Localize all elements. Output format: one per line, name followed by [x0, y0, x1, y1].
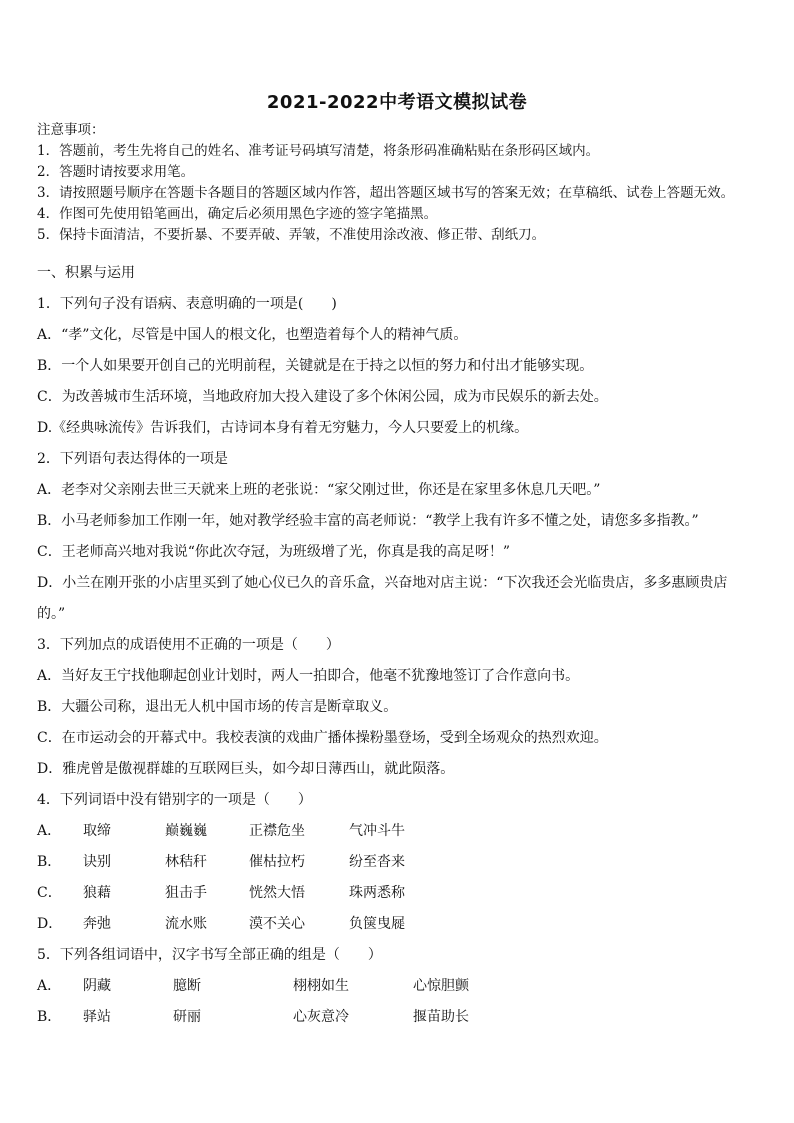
- q2-option-d: D．小兰在刚开张的小店里买到了她心仪已久的音乐盒，兴奋地对店主说：“下次我还会光临贵店，多多惠顾贵店: [37, 575, 728, 591]
- option-word: 奔弛: [83, 916, 111, 932]
- notice-item: 5．保持卡面清洁，不要折暴、不要弄破、弄皱，不准使用涂改液、修正带、刮纸刀。: [37, 227, 546, 243]
- q1-option-a: A．“孝”文化，尽管是中国人的根文化，也塑造着每个人的精神气质。: [37, 327, 468, 343]
- option-letter: A．: [37, 978, 62, 994]
- option-word: 诀别: [83, 854, 111, 870]
- q4-option-d: [37, 914, 777, 945]
- option-letter: D．: [37, 916, 63, 932]
- option-word: 狼藉: [83, 885, 111, 901]
- q5-option-b: [37, 1007, 777, 1038]
- option-word: 揠苗助长: [413, 1009, 469, 1025]
- question-content: [37, 263, 777, 1038]
- q4-stem: 4．下列词语中没有错别字的一项是（ ）: [37, 792, 312, 808]
- q5-stem: 5．下列各组词语中，汉字书写全部正确的组是（ ）: [37, 947, 382, 963]
- q5-option-a: [37, 976, 777, 1007]
- option-word: 气冲斗牛: [349, 823, 405, 839]
- q4-option-c: [37, 883, 777, 914]
- option-word: 催枯拉朽: [249, 854, 305, 870]
- q3-option-b: B．大疆公司称，退出无人机中国市场的传言是断章取义。: [37, 699, 398, 715]
- option-word: 心惊胆颤: [413, 978, 469, 994]
- option-word: 驿站: [83, 1009, 111, 1025]
- option-word: 巅巍巍: [165, 823, 207, 839]
- q2-option-b: B．小马老师参加工作刚一年，她对教学经验丰富的高老师说：“教学上我有许多不懂之处，请您多多指教。”: [37, 513, 699, 529]
- q3-option-c: C．在市运动会的开幕式中。我校表演的戏曲广播体操粉墨登场，受到全场观众的热烈欢迎。: [37, 730, 608, 746]
- option-word: 珠两悉称: [349, 885, 405, 901]
- page-title: 2021-2022中考语文模拟试卷: [266, 92, 528, 113]
- q2-option-d-cont: 的。”: [37, 606, 66, 622]
- option-word: 臆断: [173, 978, 201, 994]
- notice-item: 1．答题前，考生先将自己的姓名、准考证号码填写清楚，将条形码准确粘贴在条形码区域内。: [37, 143, 600, 159]
- option-letter: C．: [37, 885, 62, 901]
- q2-option-a: A．老李对父亲刚去世三天就来上班的老张说：“家父刚过世，你还是在家里多休息几天吧。”: [37, 482, 601, 498]
- q1-option-d: D.《经典咏流传》告诉我们，古诗词本身有着无穷魅力，今人只要爱上的机缘。: [37, 420, 529, 436]
- notice-heading: 注意事项：: [37, 122, 105, 138]
- notice-item: 4．作图可先使用铅笔画出，确定后必须用黑色字迹的签字笔描黑。: [37, 206, 438, 222]
- q4-option-a: [37, 821, 777, 852]
- option-word: 狙击手: [165, 885, 207, 901]
- q1-option-c: C．为改善城市生活环境，当地政府加大投入建设了多个休闲公园，成为市民娱乐的新去处。: [37, 389, 608, 405]
- q3-option-d: D．雅虎曾是傲视群雄的互联网巨头，如今却日薄西山，就此陨落。: [37, 761, 455, 777]
- notice-block: [37, 120, 777, 246]
- option-word: 阴藏: [83, 978, 111, 994]
- q2-stem: 2．下列语句表达得体的一项是: [37, 451, 228, 467]
- option-word: 负箧曳屣: [349, 916, 405, 932]
- option-word: 流水账: [165, 916, 207, 932]
- notice-item: 2．答题时请按要求用笔。: [37, 164, 195, 180]
- option-word: 恍然大悟: [249, 885, 305, 901]
- option-word: 纷至沓来: [349, 854, 405, 870]
- notice-item: 3．请按照题号顺序在答题卡各题目的答题区域内作答，超出答题区域书写的答案无效；在草稿纸、试卷上答题无效。: [37, 185, 735, 201]
- option-word: 栩栩如生: [293, 978, 349, 994]
- option-letter: A．: [37, 823, 62, 839]
- option-word: 心灰意冷: [293, 1009, 349, 1025]
- option-word: 林秸秆: [165, 854, 207, 870]
- section-heading: 一、积累与运用: [37, 265, 135, 281]
- q1-stem: 1．下列句子没有语病、表意明确的一项是( ): [37, 296, 337, 312]
- option-letter: B．: [37, 854, 62, 870]
- option-word: 正襟危坐: [249, 823, 305, 839]
- q2-option-c: C．王老师高兴地对我说“你此次夺冠，为班级增了光，你真是我的高足呀！”: [37, 544, 511, 560]
- q1-option-b: B．一个人如果要开创自己的光明前程，关键就是在于持之以恒的努力和付出才能够实现。: [37, 358, 594, 374]
- q3-option-a: A．当好友王宁找他聊起创业计划时，两人一拍即合，他毫不犹豫地签订了合作意向书。: [37, 668, 580, 684]
- option-letter: B．: [37, 1009, 62, 1025]
- option-word: 研丽: [173, 1009, 201, 1025]
- q4-option-b: [37, 852, 777, 883]
- option-word: 漠不关心: [249, 916, 305, 932]
- q3-stem: 3．下列加点的成语使用不正确的一项是（ ）: [37, 637, 340, 653]
- option-word: 取缔: [83, 823, 111, 839]
